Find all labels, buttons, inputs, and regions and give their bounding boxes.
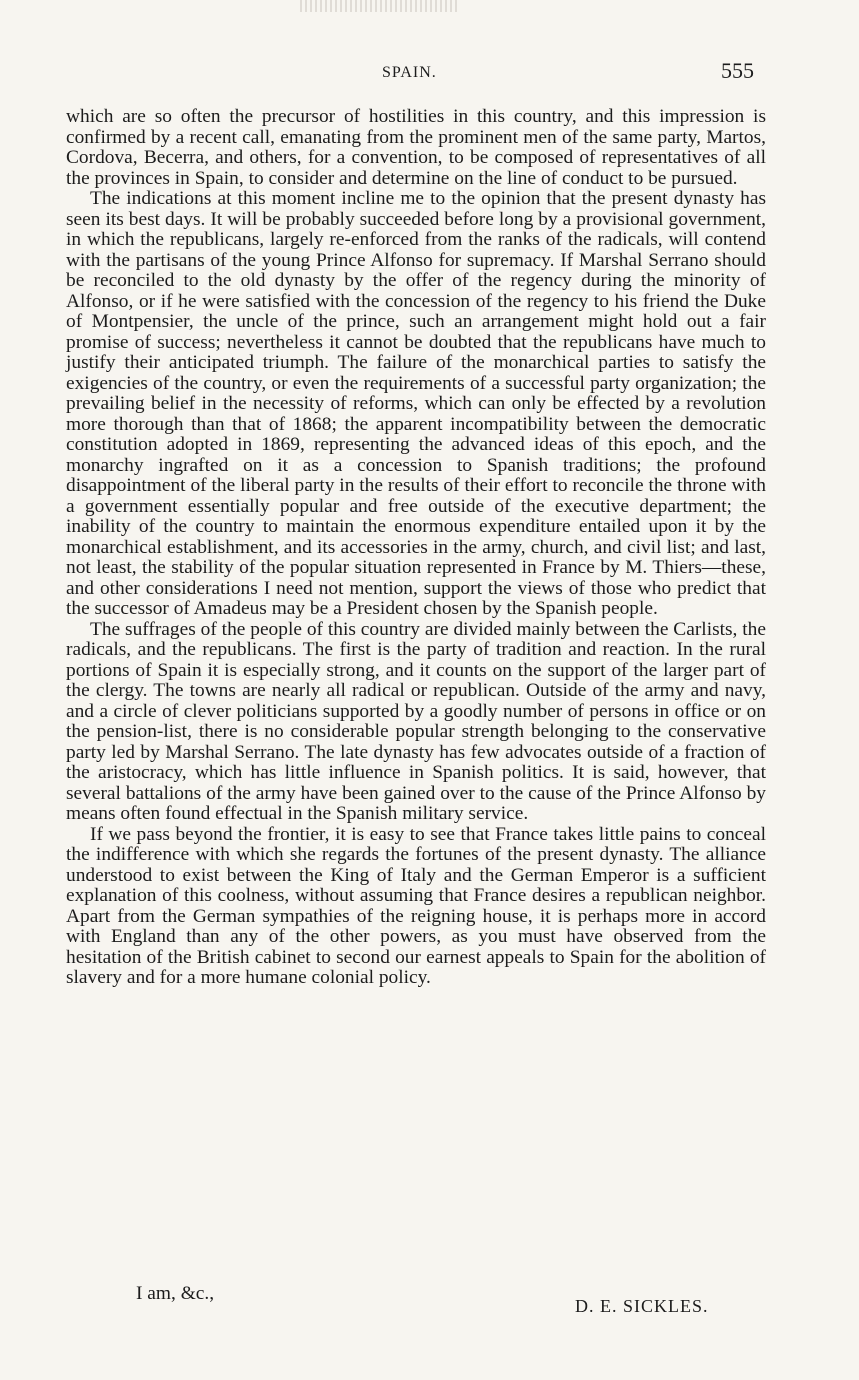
letter-closing: I am, &c.,	[136, 1283, 215, 1304]
scan-smudge	[300, 0, 460, 12]
paragraph-suffrages: The suffrages of the people of this country are divided mainly between the Carlists, the radicals, and the republicans. The first is the party of tradition and reaction. In the rural portions of Spain it is especially strong, and it counts on the support of the larger part of the clergy. The towns are nearly all radical or republican. Outside of the army and navy, and a circle of clever politicians supported by a goodly number of persons in office or on the pension-list, there is no considerable popular strength belonging to the conservative party led by Marshal Serrano. The late dynasty has few advocates outside of a fraction of the aristocracy, which has little influence in Spanish politics. It is said, however, that several battalions of the army have been gained over to the cause of the Prince Alfonso by means often found effectual in the Spanish military service.	[66, 618, 766, 824]
paragraph-dynasty: The indications at this moment incline me to the opinion that the present dynasty has seen its best days. It will be probably succeeded before long by a provisional government, in which the republicans, largely re-enforced from the ranks of the radicals, will contend with the partisans of the young Prince Alfonso for supremacy. If Marshal Serrano should be reconciled to the old dynasty by the offer of the regency during the minority of Alfonso, or if he were satisfied with the concession of the regency to his friend the Duke of Montpensier, the uncle of the prince, such an arrangement might hold out a fair promise of success; nevertheless it cannot be doubted that the republicans have much to justify their anticipated triumph. The failure of the monarchical parties to satisfy the exigencies of the country, or even the requirements of a successful party organization; the prevailing belief in the necessity of reforms, which can only be effected by a revolution more thorough than that of 1868; the apparent incompatibility between the democratic constitution adopted in 1869, representing the advanced ideas of this epoch, and the monarchy ingrafted on it as a concession to Spanish traditions; the profound disappointment of the liberal party in the results of their effort to reconcile the throne with a government essentially popular and free outside of the executive department; the inability of the country to maintain the enormous expenditure entailed upon it by the monarchical establishment, and its accessories in the army, church, and civil list; and last, not least, the stability of the popular situation represented in France by M. Thiers—these, and other considerations I need not mention, support the views of those who predict that the successor of Amadeus may be a President chosen by the Spanish people.	[66, 188, 766, 619]
body-text	[66, 107, 766, 989]
paragraph-continuation: which are so often the precursor of hostilities in this country, and this impression is confirmed by a recent call, emanating from the prominent men of the same party, Martos, Cordova, Becerra, and others, for a convention, to be composed of representatives of all the provinces in Spain, to consider and determine on the line of conduct to be pursued.	[66, 106, 766, 189]
running-title: SPAIN.	[382, 64, 437, 81]
paragraph-frontier: If we pass beyond the frontier, it is easy to see that France takes little pains to conceal the indifference with which she regards the fortunes of the present dynasty. The alliance understood to exist between the King of Italy and the German Emperor is a sufficient explanation of this coolness, without assuming that France desires a republican neighbor. Apart from the German sympathies of the reigning house, it is perhaps more in accord with England than any of the other powers, as you must have observed from the hesitation of the British cabinet to second our earnest appeals to Spain for the abolition of slavery and for a more humane colonial policy.	[66, 823, 766, 988]
running-head	[66, 60, 762, 90]
letter-signature: D. E. SICKLES.	[575, 1296, 709, 1316]
page-number: 555	[721, 58, 754, 83]
